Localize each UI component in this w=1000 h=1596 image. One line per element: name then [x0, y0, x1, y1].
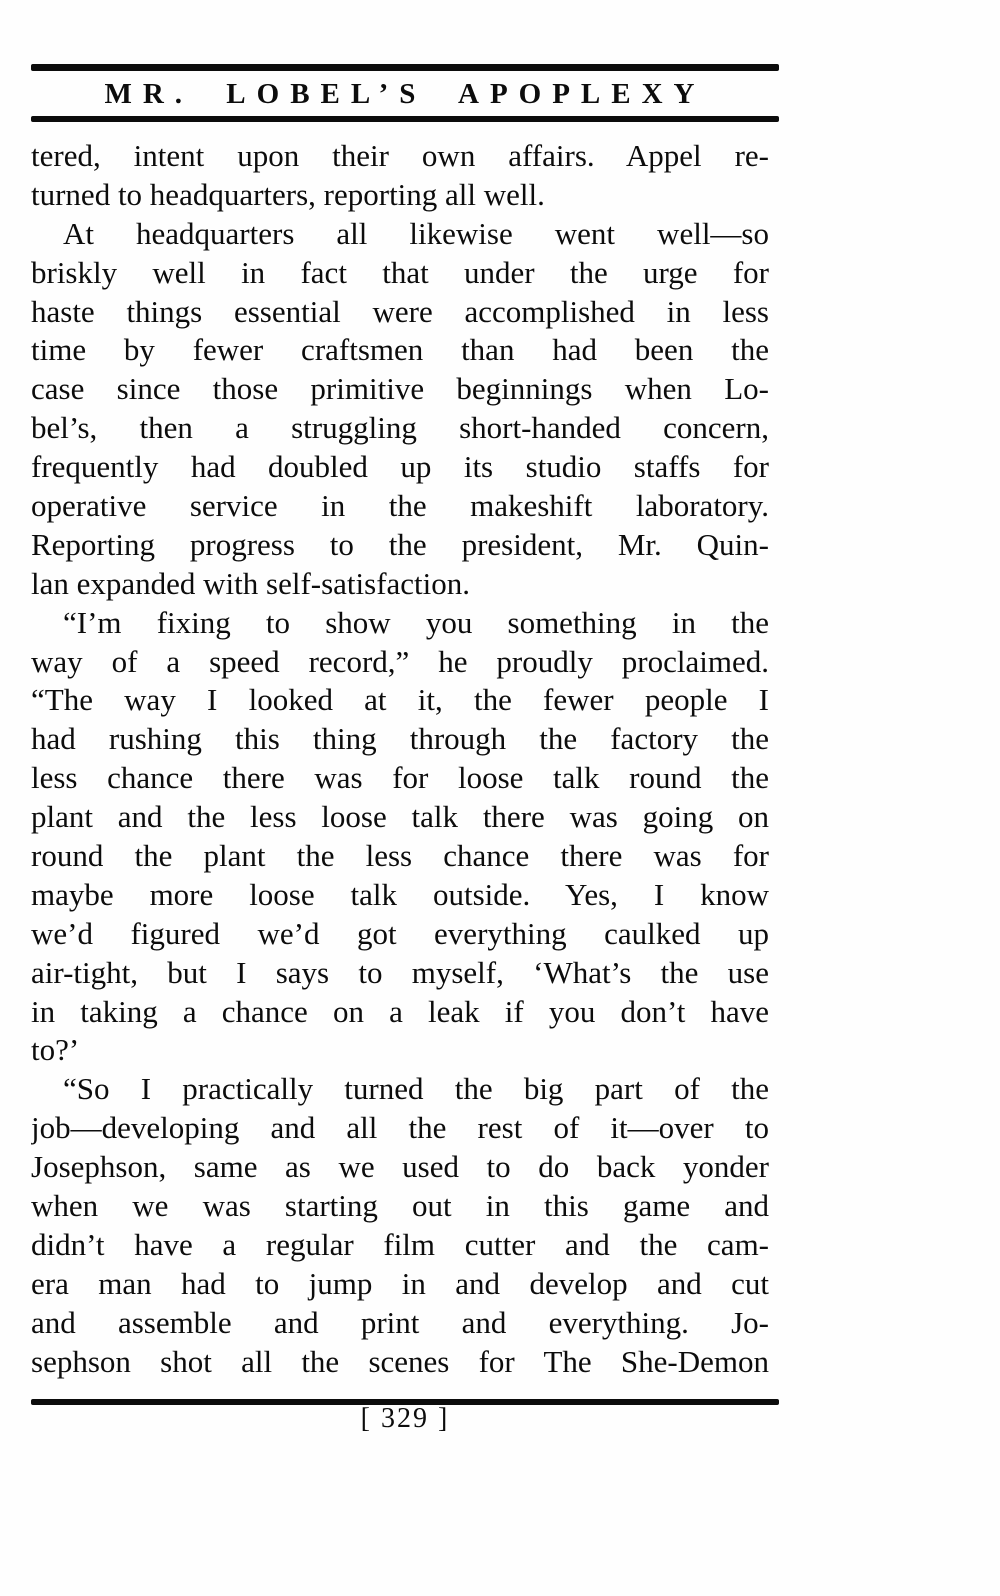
body-line: Josephson, same as we used to do back yonder	[31, 1149, 769, 1185]
body-line: and assemble and print and everything. Jo-	[31, 1304, 769, 1340]
body-line: in taking a chance on a leak if you don’t have	[31, 993, 769, 1029]
body-line: operative service in the makeshift laboratory.	[31, 488, 769, 524]
body-line: frequently had doubled up its studio staffs for	[31, 449, 769, 485]
body-line: tered, intent upon their own affairs. Appel re-	[31, 138, 769, 173]
body-line: bel’s, then a struggling short-handed concern,	[31, 410, 769, 446]
body-line: “The way I looked at it, the fewer people I	[31, 682, 769, 718]
page-number: [ 329 ]	[360, 1403, 450, 1434]
running-header-title: MR. LOBEL’S APOPLEXY	[104, 78, 706, 110]
body-line: to?’	[31, 1032, 80, 1068]
body-line: “So I practically turned the big part of the	[63, 1071, 769, 1107]
body-line: maybe more loose talk outside. Yes, I know	[31, 876, 769, 912]
body-line: sephson shot all the scenes for The She-Demon	[31, 1343, 769, 1379]
body-line: we’d figured we’d got everything caulked up	[31, 915, 769, 951]
header-bottom-rule	[31, 116, 779, 122]
body-line: At headquarters all likewise went well—so	[63, 215, 769, 251]
body-line: had rushing this thing through the factory the	[31, 721, 769, 757]
body-line: didn’t have a regular film cutter and the cam-	[31, 1226, 769, 1262]
body-line: era man had to jump in and develop and cut	[31, 1265, 769, 1301]
body-line: time by fewer craftsmen than had been the	[31, 332, 769, 368]
body-line: Reporting progress to the president, Mr. Quin-	[31, 526, 769, 562]
body-line: lan expanded with self-satisfaction.	[31, 565, 471, 601]
body-line: round the plant the less chance there was for	[31, 838, 769, 874]
body-line: less chance there was for loose talk round the	[31, 760, 769, 796]
body-line: haste things essential were accomplished in less	[31, 293, 769, 329]
body-line: air-tight, but I says to myself, ‘What’s the use	[31, 954, 769, 990]
body-line: job—developing and all the rest of it—over to	[31, 1110, 769, 1146]
body-line: “I’m fixing to show you something in the	[63, 604, 769, 640]
body-line: when we was starting out in this game and	[31, 1188, 769, 1224]
body-line: plant and the less loose talk there was going on	[31, 799, 769, 835]
page-body	[31, 137, 769, 1382]
body-line: turned to headquarters, reporting all well.	[31, 176, 545, 212]
body-line: briskly well in fact that under the urge for	[31, 254, 769, 290]
body-line: way of a speed record,” he proudly proclaimed.	[31, 643, 769, 679]
body-line: case since those primitive beginnings when Lo-	[31, 371, 769, 407]
header-top-rule	[31, 64, 779, 71]
